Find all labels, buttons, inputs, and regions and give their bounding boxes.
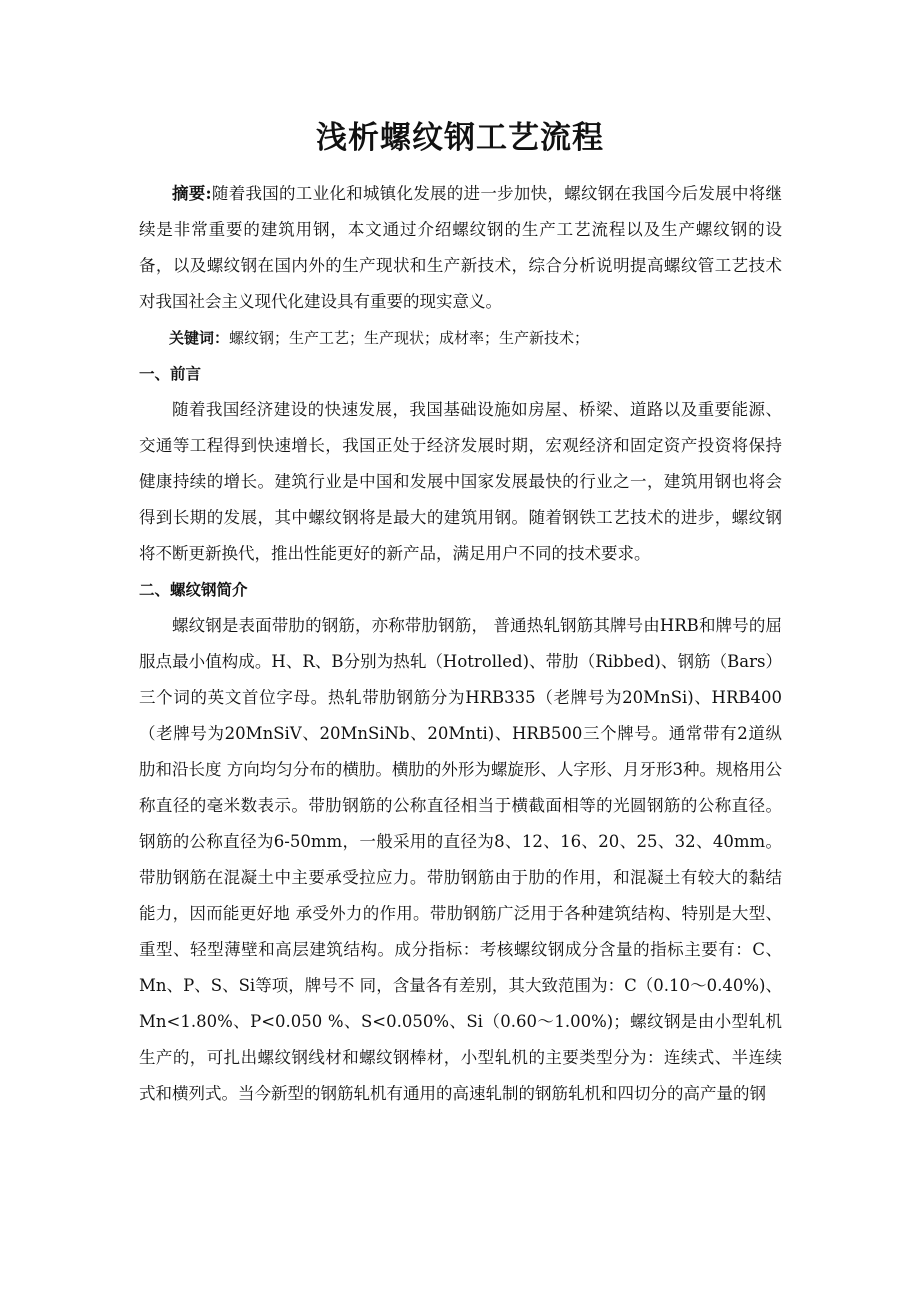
abstract-paragraph — [139, 176, 782, 320]
keywords-label: 关键词： — [169, 329, 230, 347]
preface-paragraph: 随着我国经济建设的快速发展，我国基础设施如房屋、桥梁、道路以及重要能源、交通等工程得到快速增长，我国正处于经济发展时期，宏观经济和固定资产投资将保持健康持续的增长。建筑行业是中国和发展中国家发展最快的行业之一，建筑用钢也将会得到长期的发展，其中螺纹钢将是最大的建筑用钢。随着钢铁工艺技术的进步，螺纹钢将不断更新换代，推出性能更好的新产品，满足用户不同的技术要求。 — [139, 400, 782, 563]
section-heading-rebar-intro: 二、螺纹钢简介 — [139, 580, 248, 599]
abstract-label: 摘要: — [172, 184, 212, 203]
section-heading-preface: 一、前言 — [139, 364, 202, 383]
rebar-intro-paragraph: 螺纹钢是表面带肋的钢筋，亦称带肋钢筋， 普通热轧钢筋其牌号由HRB和牌号的屈服点最小值构成。H、R、B分别为热轧（Hotrolled)、带肋（Ribbed)、钢筋（Bars）三个词的英文首位字母。热轧带肋钢筋分为HRB335（老牌号为20MnSi)、HRB400（老牌号为20MnSiV、20MnSiNb、20Mnti)、HRB500三个牌号。通常带有2道纵肋和沿长度 方向均匀分布的横肋。横肋的外形为螺旋形、人字形、月牙形3种。规格用公称直径的毫米数表示。带肋钢筋的公称直径相当于横截面相等的光圆钢筋的公称直径。钢筋的公称直径为6-50mm，一般采用的直径为8、12、16、20、25、32、40mm。带肋钢筋在混凝土中主要承受拉应力。带肋钢筋由于肋的作用，和混凝土有较大的黏结能力，因而能更好地 承受外力的作用。带肋钢筋广泛用于各种建筑结构、特别是大型、重型、轻型薄壁和高层建筑结构。成分指标：考核螺纹钢成分含量的指标主要有：C、Mn、P、S、Si等项，牌号不 同，含量各有差别，其大致范围为：C（0.10～0.40%)、Mn<1.80%、P<0.050 %、S<0.050%、Si（0.60～1.00%)；螺纹钢是由小型轧机生产的，可扎出螺纹钢线材和螺纹钢棒材，小型轧机的主要类型分为：连续式、半连续式和横列式。当今新型的钢筋轧机有通用的高速轧制的钢筋轧机和四切分的高产量的钢 — [139, 616, 782, 1103]
keywords-paragraph — [139, 320, 782, 356]
keywords-text: 螺纹钢；生产工艺；生产现状；成材率；生产新技术； — [229, 329, 590, 347]
document-body — [139, 176, 782, 1112]
abstract-text: 随着我国的工业化和城镇化发展的进一步加快，螺纹钢在我国今后发展中将继续是非常重要的建筑用钢，本文通过介绍螺纹钢的生产工艺流程以及生产螺纹钢的设备，以及螺纹钢在国内外的生产现状和生产新技术，综合分析说明提高螺纹管工艺技术对我国社会主义现代化建设具有重要的现实意义。 — [139, 184, 783, 311]
document-title: 浅析螺纹钢工艺流程 — [316, 120, 604, 156]
